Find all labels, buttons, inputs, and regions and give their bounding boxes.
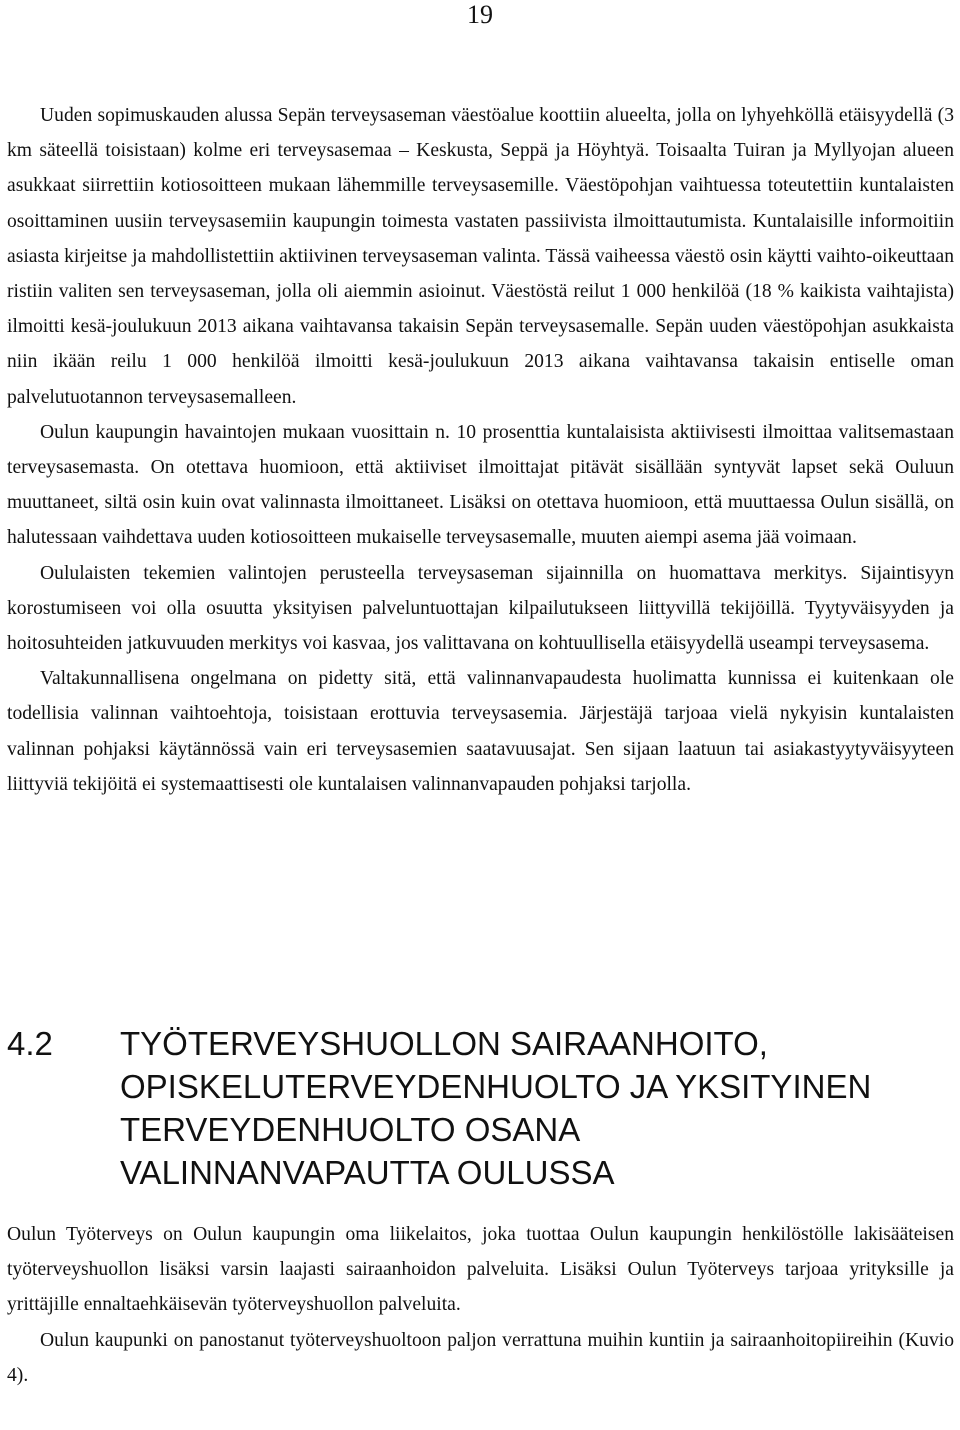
paragraph: Oululaisten tekemien valintojen perusteella terveysaseman sijainnilla on huomattava merkitys. Sijaintisyyn korostumiseen voi olla osuutta yksityisen palveluntuottajan kilpailutukseen liittyvillä tekijöillä. Tyytyväisyyden ja hoitosuhteiden jatkuvuuden merkitys voi kasvaa, jos valittavana on kohtuullisella etäisyydellä useampi terveysasema. xyxy=(7,562,954,655)
paragraph: Oulun Työterveys on Oulun kaupungin oma liikelaitos, joka tuottaa Oulun kaupungin henkilöstölle lakisääteisen työterveyshuollon lisäksi varsin laajasti sairaanhoidon palveluita. Lisäksi Oulun Työterveys tarjoaa yrityksille ja yrittäjille ennaltaehkäisevän työterveyshuollon palveluita. xyxy=(7,1224,954,1316)
section-title-line: TYÖTERVEYSHUOLLON SAIRAANHOITO, xyxy=(120,1025,768,1062)
paragraph: Valtakunnallisena ongelmana on pidetty sitä, että valinnanvapaudesta huolimatta kunnissa ei kuitenkaan ole todellisia valinnan vaihtoehtoja, toisistaan erottuvia terveysasemia. Järjestäjä tarjoaa vielä nykyisin kuntalaisten valinnan pohjaksi käytännössä vain eri terveysasemien saatavuusajat. Sen sijaan laatuun tai asiakastyytyväisyyteen liittyviä tekijöitä ei systemaattisesti ole kuntalaisen valinnanvapauden pohjaksi tarjolla. xyxy=(7,668,954,795)
paragraph: Oulun kaupungin havaintojen mukaan vuosittain n. 10 prosenttia kuntalaisista aktiivisesti ilmoittaa valitsemastaan terveysasemasta. On otettava huomioon, että aktiiviset ilmoittajat pitävät sisällään syntyvät lapset sekä Ouluun muuttaneet, siltä osin kuin ovat valinnasta ilmoittaneet. Lisäksi on otettava huomioon, että muuttaessa Oulun sisällä, on halutessaan vaihdettava uuden kotiosoitteen mukaiselle terveysasemalle, muuten aiempi asema jää voimaan. xyxy=(7,421,954,549)
section-title-line: VALINNANVAPAUTTA OULUSSA xyxy=(120,1154,615,1191)
section-heading xyxy=(7,1022,954,1194)
body-text-top xyxy=(7,98,954,802)
paragraph: Uuden sopimuskauden alussa Sepän terveysaseman väestöalue koottiin alueelta, jolla on lyhyehköllä etäisyydellä (3 km säteellä toisistaan) kolme eri terveysasemaa – Keskusta, Seppä ja Höyhtyä. Toisaalta Tuiran ja Myllyojan alueen asukkaat siirrettiin kotiosoitteen mukaan lähemmille terveysasemille. Väestöpohjan vaihtuessa toteutettiin kuntalaisten osoittaminen uusiin terveysasemiin kaupungin toimesta vastaten passiivista ilmoittautumista. Kuntalaisille informoitiin asiasta kirjeitse ja mahdollistettiin aktiivinen terveysaseman valinta. Tässä vaiheessa väestö osin käytti vaihto-oikeuttaan ristiin valiten sen terveysaseman, jolla oli aiemmin asioinut. Väestöstä reilut 1 000 henkilöä (18 % kaikista vaihtajista) ilmoitti kesä-joulukuun 2013 aikana vaihtavansa takaisin Sepän terveysasemalle. Sepän uuden väestöpohjan asukkaista niin ikään reilu 1 000 henkilöä ilmoitti kesä-joulukuun 2013 aikana vaihtavansa takaisin entiselle oman palvelutuotannon terveysasemalleen. xyxy=(7,105,954,408)
section-title xyxy=(120,1022,954,1194)
paragraph: Oulun kaupunki on panostanut työterveyshuoltoon paljon verrattuna muihin kuntiin ja sairaanhoitopiireihin (Kuvio 4). xyxy=(7,1329,954,1386)
body-text-bottom xyxy=(7,1217,954,1393)
section-title-line: TERVEYDENHUOLTO OSANA xyxy=(120,1111,581,1148)
section-title-line: OPISKELUTERVEYDENHUOLTO JA YKSITYINEN xyxy=(120,1068,872,1105)
page-number: 19 xyxy=(467,0,493,29)
section-number: 4.2 xyxy=(7,1025,53,1062)
